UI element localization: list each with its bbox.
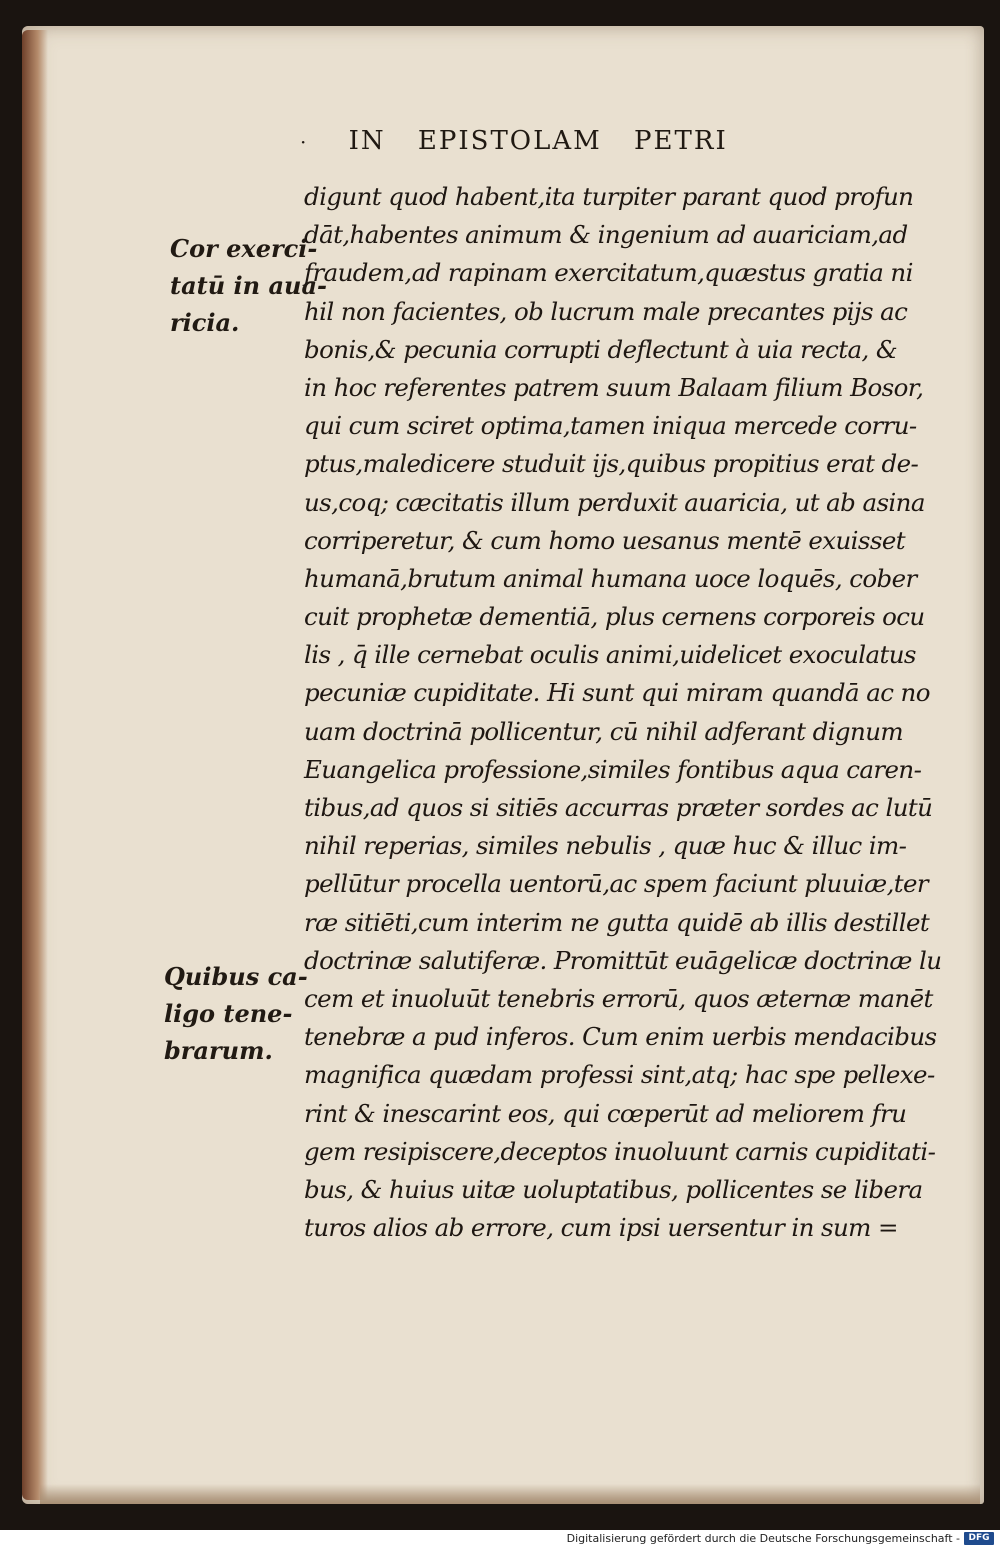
text-line: qui cum sciret optima,tamen iniqua mercede corru- [304, 411, 917, 441]
running-head-title: IN EPISTOLAM PETRI [348, 126, 728, 156]
body-text [304, 178, 944, 1247]
text-line: in hoc referentes patrem suum Balaam filium Bosor, [304, 372, 924, 402]
text-line: corriperetur, & cum homo uesanus mentē exuisset [304, 525, 906, 555]
running-head-dot: · [300, 130, 309, 154]
marginal-note [164, 958, 308, 1069]
page-bottom-edge [40, 1484, 980, 1504]
marginal-note-line: ligo tene- [164, 999, 293, 1028]
text-line: bus, & huius uitæ uoluptatibus, pollicentes se libera [304, 1174, 923, 1204]
text-line: dāt,habentes animum & ingenium ad auariciam,ad [304, 220, 908, 250]
text-line: nihil reperias, similes nebulis , quæ huc & illuc im- [304, 831, 907, 861]
text-line: bonis,& pecunia corrupti deflectunt à uia recta, & [304, 334, 898, 364]
text-line: ptus,maledicere studuit ijs,quibus propitius erat de- [304, 449, 919, 479]
text-line: cuit prophetæ dementiā, plus cernens corporeis ocu [304, 602, 925, 632]
text-line: lis , q̄ ille cernebat oculis animi,uidelicet exoculatus [304, 640, 916, 670]
running-head [300, 126, 920, 156]
marginal-note-line: Quibus ca- [164, 962, 308, 991]
text-line: tenebræ a pud inferos. Cum enim uerbis mendacibus [304, 1022, 937, 1052]
text-line: cem et inuoluūt tenebris errorū, quos æternæ manēt [304, 983, 933, 1013]
text-line: turos alios ab errore, cum ipsi uersentur in sum = [304, 1213, 898, 1243]
text-line: digunt quod habent,ita turpiter parant quod profun [304, 182, 914, 211]
text-line: ræ sitiēti,cum interim ne gutta quidē ab illis destillet [304, 907, 930, 937]
text-line: fraudem,ad rapinam exercitatum,quæstus gratia ni [304, 258, 913, 288]
text-line: humanā,brutum animal humana uoce loquēs, cober [304, 563, 917, 593]
dfg-logo-icon[interactable]: DFG [964, 1532, 994, 1545]
footer-bar [0, 1530, 1000, 1548]
text-line: doctrinæ salutiferæ. Promittūt euāgelicæ doctrinæ lu [304, 945, 942, 975]
text-line: Euangelica professione,similes fontibus aqua caren- [304, 754, 922, 784]
text-line: tibus,ad quos si sitiēs accurras præter sordes ac lutū [304, 793, 933, 822]
marginal-note-line: ricia. [170, 308, 240, 337]
text-line: pellūtur procella uentorū,ac spem faciunt pluuiæ,ter [304, 869, 929, 899]
page-binding-edge [22, 30, 48, 1500]
marginal-note-line: brarum. [164, 1036, 273, 1065]
text-line: us,coq; cæcitatis illum perduxit auaricia, ut ab asina [304, 487, 925, 517]
text-line: rint & inescarint eos, qui cœperūt ad meliorem fru [304, 1098, 907, 1128]
text-line: pecuniæ cupiditate. Hi sunt qui miram quandā ac no [304, 678, 930, 708]
text-line: gem resipiscere,deceptos inuoluunt carnis cupiditati- [304, 1136, 936, 1166]
marginal-note-line: Cor exerci- [170, 234, 318, 263]
marginal-note-line: tatū in aua- [170, 271, 327, 300]
text-line: magnifica quædam professi sint,atq; hac spe pellexe- [304, 1060, 935, 1090]
funding-credit: Digitalisierung gefördert durch die Deutsche Forschungsgemeinschaft - [566, 1532, 960, 1545]
text-line: uam doctrinā pollicentur, cū nihil adferant dignum [304, 716, 904, 746]
text-line: hil non facientes, ob lucrum male precantes pijs ac [304, 296, 908, 326]
